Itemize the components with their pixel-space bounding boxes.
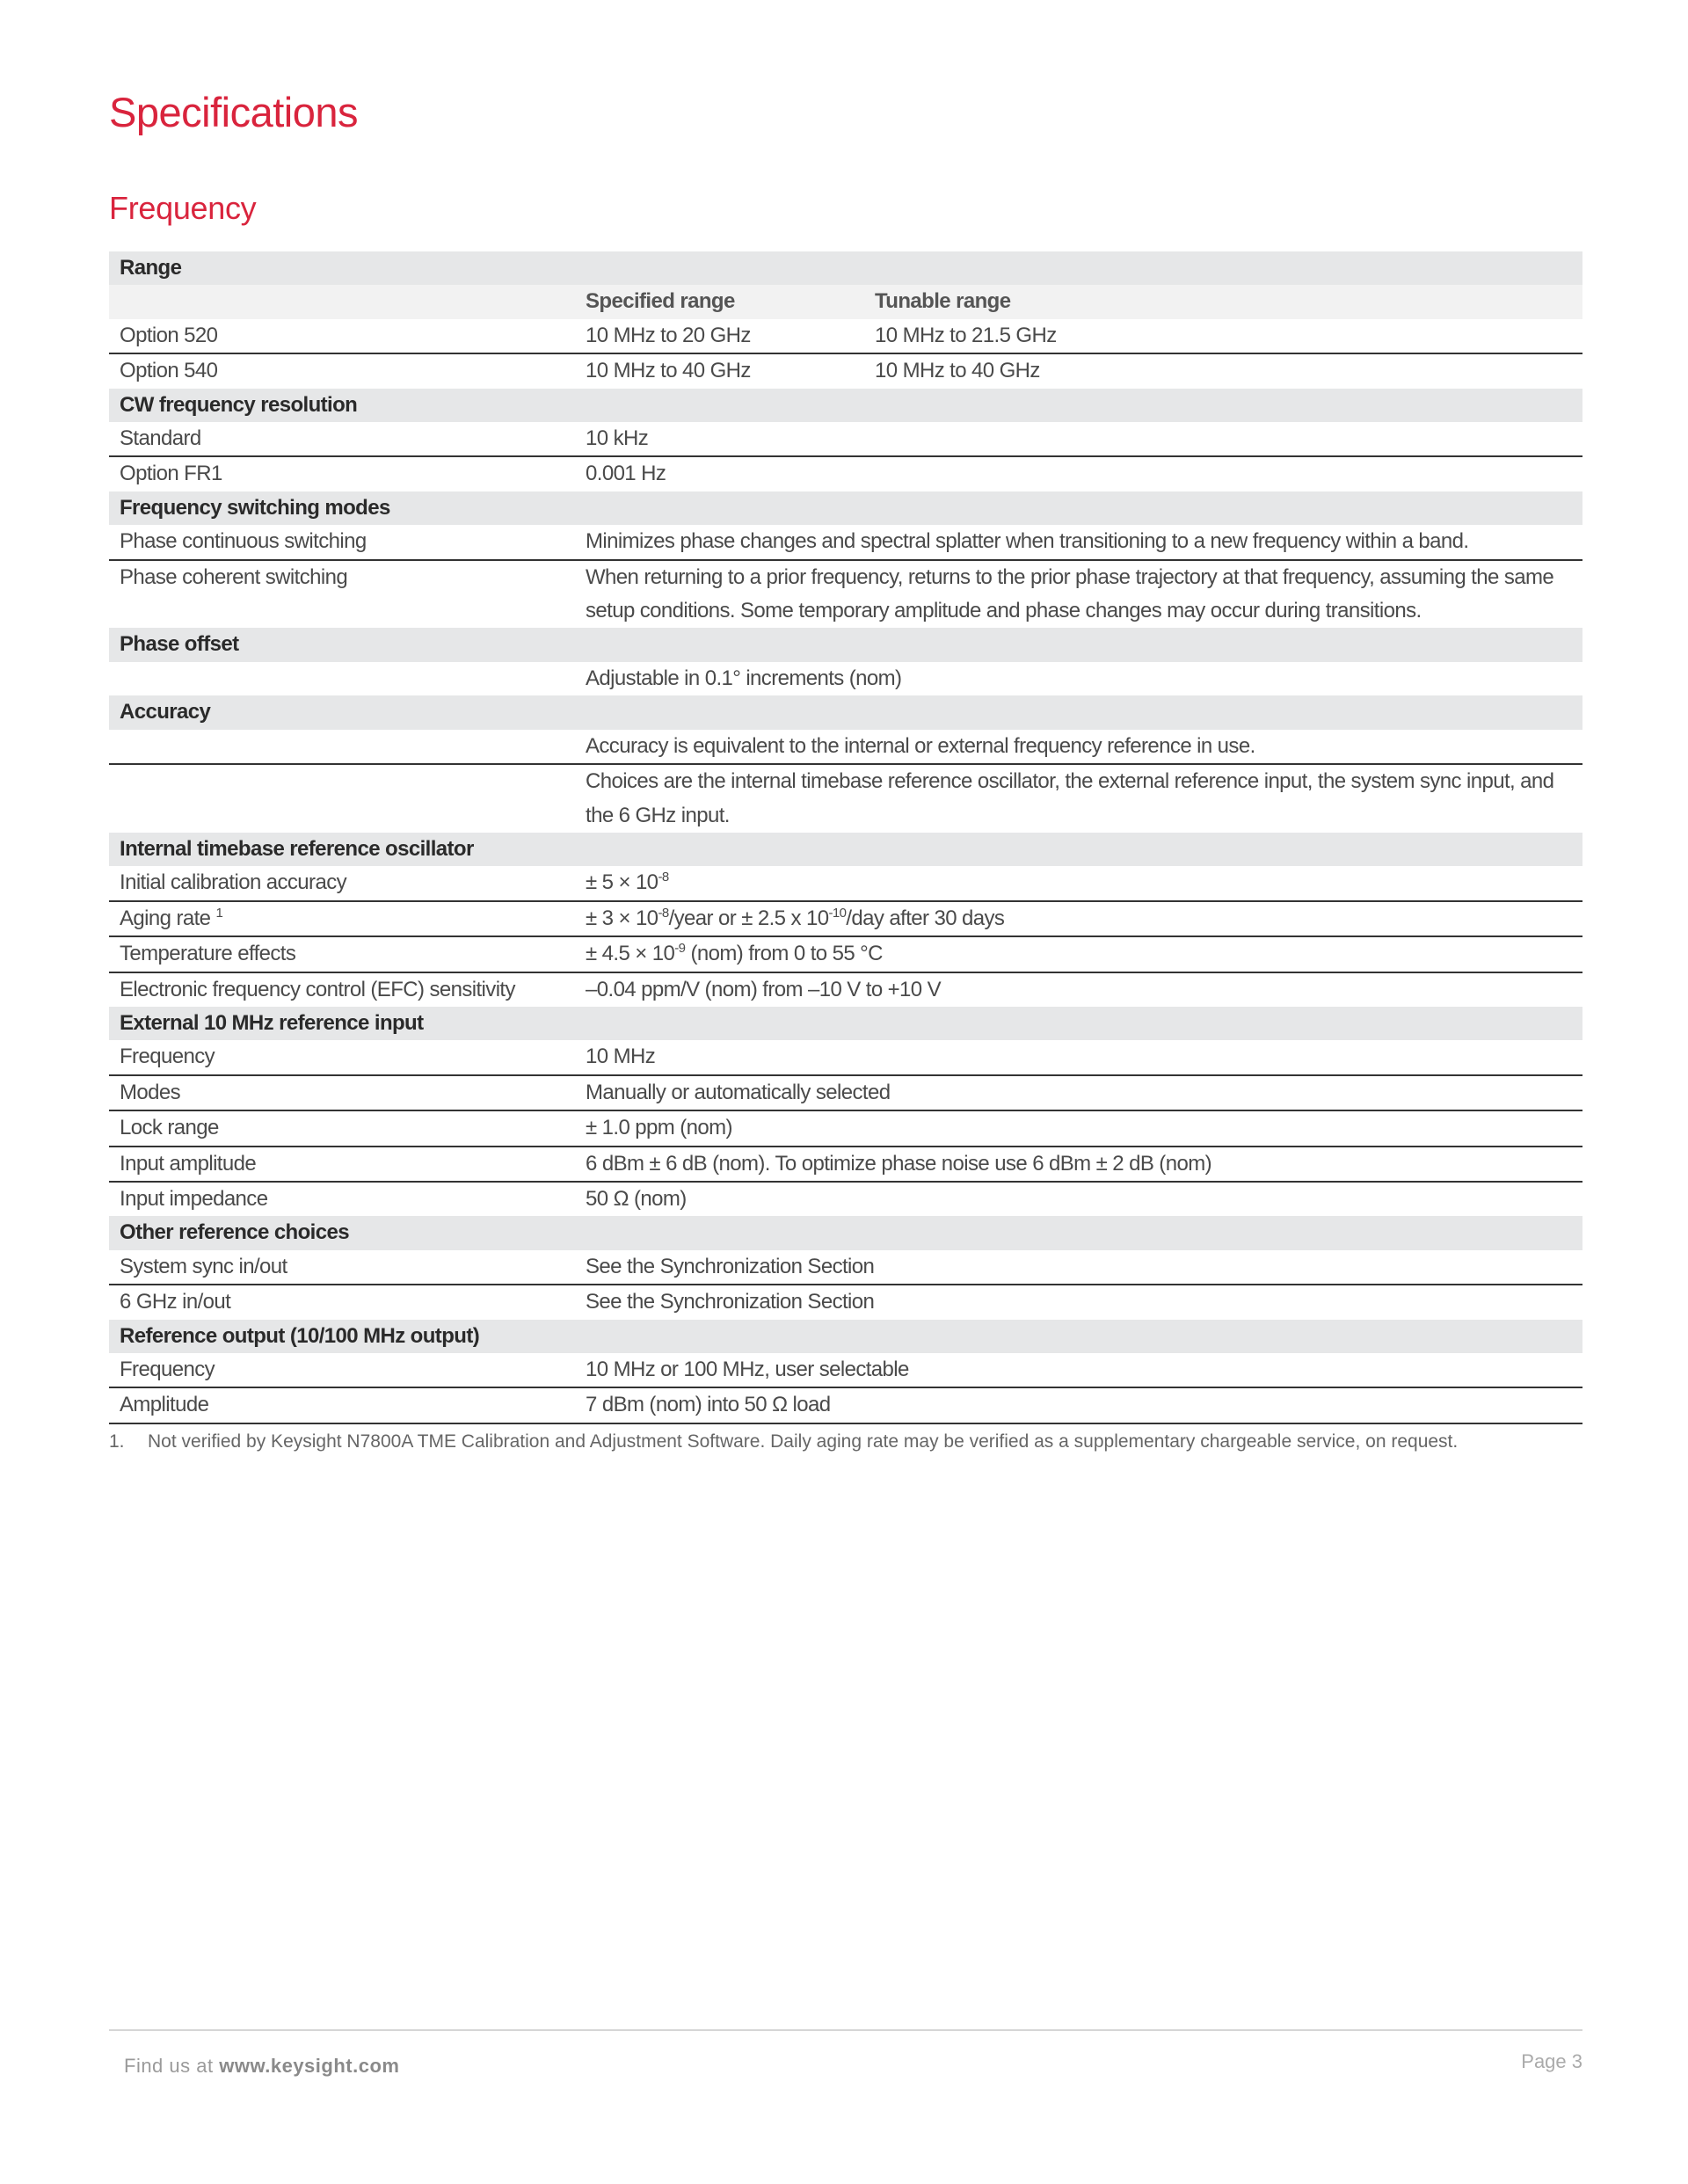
row-label: Option 520 — [120, 323, 218, 347]
row-value: 6 dBm ± 6 dB (nom). To optimize phase noise use 6 dBm ± 2 dB (nom) — [586, 1151, 1211, 1176]
row-label: Option 540 — [120, 359, 218, 383]
section-title: Frequency — [109, 190, 257, 226]
row-label: Modes — [120, 1080, 181, 1104]
row-label: Lock range — [120, 1116, 219, 1140]
table-row — [109, 1183, 1582, 1216]
row-value: ± 1.0 ppm (nom) — [586, 1116, 732, 1140]
text-segment: (nom) from 0 to 55 °C — [685, 942, 883, 966]
row-value: 10 kHz — [586, 426, 649, 451]
footer-divider — [109, 2029, 1582, 2031]
row-label: Phase continuous switching — [120, 529, 367, 554]
row-value: Manually or automatically selected — [586, 1080, 891, 1104]
table-row — [109, 457, 1582, 491]
footer-link[interactable]: www.keysight.com — [219, 2055, 400, 2077]
superscript: 1 — [215, 905, 223, 921]
row-label: Frequency — [120, 1358, 215, 1381]
page-title: Specifications — [109, 89, 358, 135]
row-label: Input amplitude — [120, 1151, 257, 1176]
superscript: -9 — [674, 941, 686, 957]
row-value: Specified range — [586, 289, 735, 314]
row-value: Adjustable in 0.1° increments (nom) — [586, 666, 902, 690]
table-row — [109, 354, 1582, 388]
text-segment: /year or ± 2.5 x 10 — [668, 906, 829, 930]
superscript: -10 — [828, 905, 847, 921]
row-value: See the Synchronization Section — [586, 1290, 875, 1314]
table-row — [109, 866, 1582, 901]
row-value: 0.001 Hz — [586, 462, 666, 486]
text-segment: ± 3 × 10 — [586, 906, 658, 930]
row-value-2: 10 MHz to 21.5 GHz — [875, 323, 1057, 347]
table-row — [109, 765, 1582, 833]
row-value — [586, 866, 1582, 899]
row-label: Input impedance — [120, 1186, 268, 1211]
footnote — [109, 1430, 1586, 1454]
spec-table — [109, 251, 1582, 1424]
row-label: Phase coherent switching — [120, 564, 348, 589]
section-header-row: Accuracy — [109, 695, 1582, 729]
table-row — [109, 902, 1582, 937]
row-value: Accuracy is equivalent to the internal or external frequency reference in use. — [586, 733, 1255, 758]
table-row — [109, 319, 1582, 354]
row-label — [120, 902, 222, 935]
text-segment: ± 5 × 10 — [586, 870, 658, 895]
section-header-row: Internal timebase reference oscillator — [109, 833, 1582, 866]
row-label: System sync in/out — [120, 1254, 287, 1278]
row-value-2: 10 MHz to 40 GHz — [875, 359, 1040, 383]
row-label: Standard — [120, 426, 201, 451]
row-value — [586, 902, 1582, 935]
footnote-number: 1. — [109, 1431, 125, 1452]
row-label: Amplitude — [120, 1393, 209, 1417]
row-value: 7 dBm (nom) into 50 Ω load — [586, 1393, 831, 1417]
table-row — [109, 1147, 1582, 1183]
row-label: Frequency — [120, 1045, 215, 1069]
row-value — [586, 937, 1582, 971]
table-row — [109, 1388, 1582, 1423]
table-row — [109, 525, 1582, 560]
footer-prefix: Find us at — [124, 2055, 220, 2077]
row-value: When returning to a prior frequency, returns to the prior phase trajectory at that frequency, assuming the same setup conditions. Some temporary amplitude and phase changes may occur during transitions. — [586, 564, 1554, 623]
row-label: Electronic frequency control (EFC) sensitivity — [120, 977, 515, 1001]
table-row — [109, 1353, 1582, 1388]
row-value: 10 MHz to 40 GHz — [586, 359, 751, 383]
column-header-row — [109, 285, 1582, 318]
row-value: Choices are the internal timebase reference oscillator, the external reference input, the system sync input, and the 6 GHz input. — [586, 769, 1554, 827]
table-row — [109, 561, 1582, 629]
table-row — [109, 730, 1582, 765]
row-label: Initial calibration accuracy — [120, 870, 346, 895]
row-value: 10 MHz to 20 GHz — [586, 323, 751, 347]
row-label: 6 GHz in/out — [120, 1290, 231, 1314]
table-row — [109, 1250, 1582, 1285]
row-value: 50 Ω (nom) — [586, 1186, 687, 1211]
section-header-row: Other reference choices — [109, 1216, 1582, 1249]
table-row — [109, 662, 1582, 695]
row-value: 10 MHz — [586, 1045, 656, 1069]
section-header-row: Frequency switching modes — [109, 491, 1582, 525]
text-segment: ± 4.5 × 10 — [586, 942, 675, 966]
section-header-row: Reference output (10/100 MHz output) — [109, 1320, 1582, 1353]
page-number: Page 3 — [1521, 2050, 1582, 2072]
row-value: See the Synchronization Section — [586, 1254, 875, 1278]
footer-find-us — [124, 2055, 399, 2078]
row-label: Temperature effects — [120, 942, 296, 966]
section-header-row: Phase offset — [109, 628, 1582, 661]
section-header-row: Range — [109, 251, 1582, 285]
row-value: Minimizes phase changes and spectral splatter when transitioning to a new frequency within a band. — [586, 529, 1469, 554]
row-value: 10 MHz or 100 MHz, user selectable — [586, 1358, 909, 1381]
table-row — [109, 422, 1582, 457]
table-row — [109, 937, 1582, 972]
text-segment: /day after 30 days — [846, 906, 1005, 930]
table-row — [109, 1285, 1582, 1319]
table-row — [109, 1076, 1582, 1111]
superscript: -8 — [658, 905, 669, 921]
section-header-row: External 10 MHz reference input — [109, 1007, 1582, 1040]
section-header-row: CW frequency resolution — [109, 389, 1582, 422]
table-row — [109, 973, 1582, 1007]
footnote-text: Not verified by Keysight N7800A TME Calibration and Adjustment Software. Daily aging rate may be verified as a supplementary chargeable service, on request. — [148, 1431, 1459, 1452]
row-label: Option FR1 — [120, 462, 222, 486]
text-segment: Aging rate — [120, 906, 216, 930]
row-value-2: Tunable range — [875, 289, 1011, 314]
table-row — [109, 1040, 1582, 1075]
table-row — [109, 1111, 1582, 1147]
superscript: -8 — [658, 870, 669, 885]
row-value: –0.04 ppm/V (nom) from –10 V to +10 V — [586, 977, 942, 1001]
